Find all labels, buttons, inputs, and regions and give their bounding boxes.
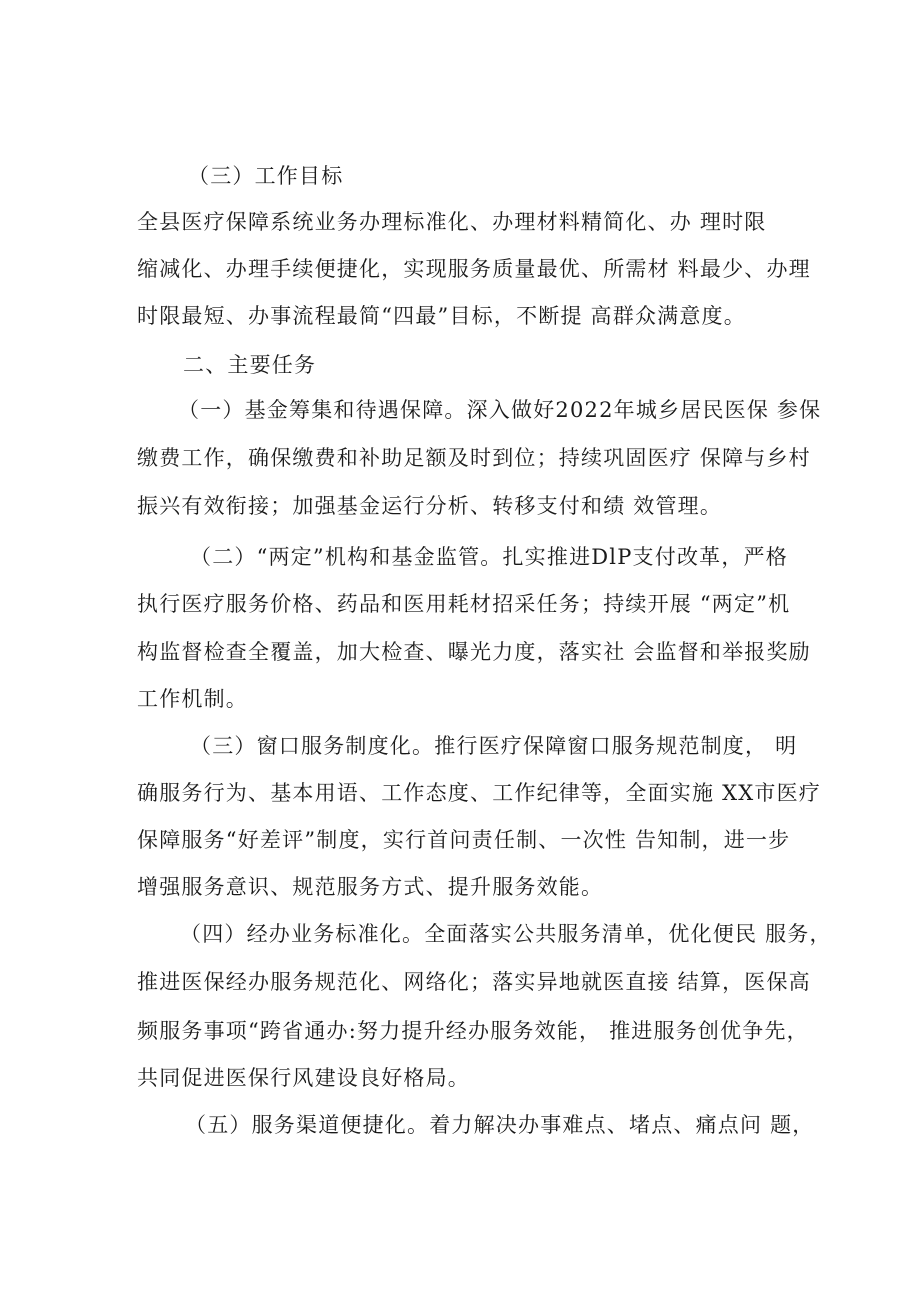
paragraph-line: （一）基金筹集和待遇保障。深入做好2022年城乡居民医保 参保 [178, 398, 822, 422]
paragraph-line: 缴费工作，确保缴费和补助足额及时到位；持续巩固医疗 保障与乡村 [137, 446, 811, 470]
paragraph-line: 缩减化、办理手续便捷化，实现服务质量最优、所需材 料最少、办理 [137, 257, 811, 281]
paragraph-line: （三）窗口服务制度化。推行医疗保障窗口服务规范制度， 明 [190, 734, 798, 758]
paragraph-line: 保障服务“好差评”制度，实行首问责任制、一次性 告知制，进一步 [137, 828, 791, 852]
section-heading-main-tasks: 二、主要任务 [183, 353, 317, 377]
paragraph-line: 频服务事项“跨省通办:努力提升经办服务效能， 推进服务创优争先， [137, 1019, 809, 1043]
paragraph-line: 时限最短、办事流程最简“四最”目标，不断提 高群众满意度。 [137, 304, 746, 328]
paragraph-line: 构监督检查全覆盖，加大检查、曝光力度，落实社 会监督和举报奖励 [137, 640, 811, 664]
section-heading-work-goals: （三）工作目标 [188, 164, 344, 188]
paragraph-line: 共同促进医保行风建设良好格局。 [137, 1066, 470, 1090]
paragraph-line: 全县医疗保障系统业务办理标准化、办理材料精简化、办 理时限 [137, 210, 767, 234]
paragraph-line: 执行医疗服务价格、药品和医用耗材招采任务；持续开展 “两定”机 [137, 592, 791, 616]
paragraph-line: 推进医保经办服务规范化、网络化；落实异地就医直接 结算，医保高 [137, 970, 811, 994]
paragraph-line: （四）经办业务标准化。全面落实公共服务清单，优化便民 服务， [180, 922, 832, 946]
paragraph-line: 确服务行为、基本用语、工作态度、工作纪律等，全面实施 XX市医疗 [137, 781, 821, 805]
paragraph-line: （二）“两定”机构和基金监管。扎实推进DlP支付改革，严格 [190, 545, 788, 569]
paragraph-line: 增强服务意识、规范服务方式、提升服务效能。 [137, 875, 604, 899]
paragraph-line: （五）服务渠道便捷化。着力解决办事难点、堵点、痛点问 题， [185, 1113, 815, 1137]
paragraph-line: 振兴有效衔接；加强基金运行分析、转移支付和绩 效管理。 [137, 494, 723, 518]
paragraph-line: 工作机制。 [137, 687, 248, 711]
